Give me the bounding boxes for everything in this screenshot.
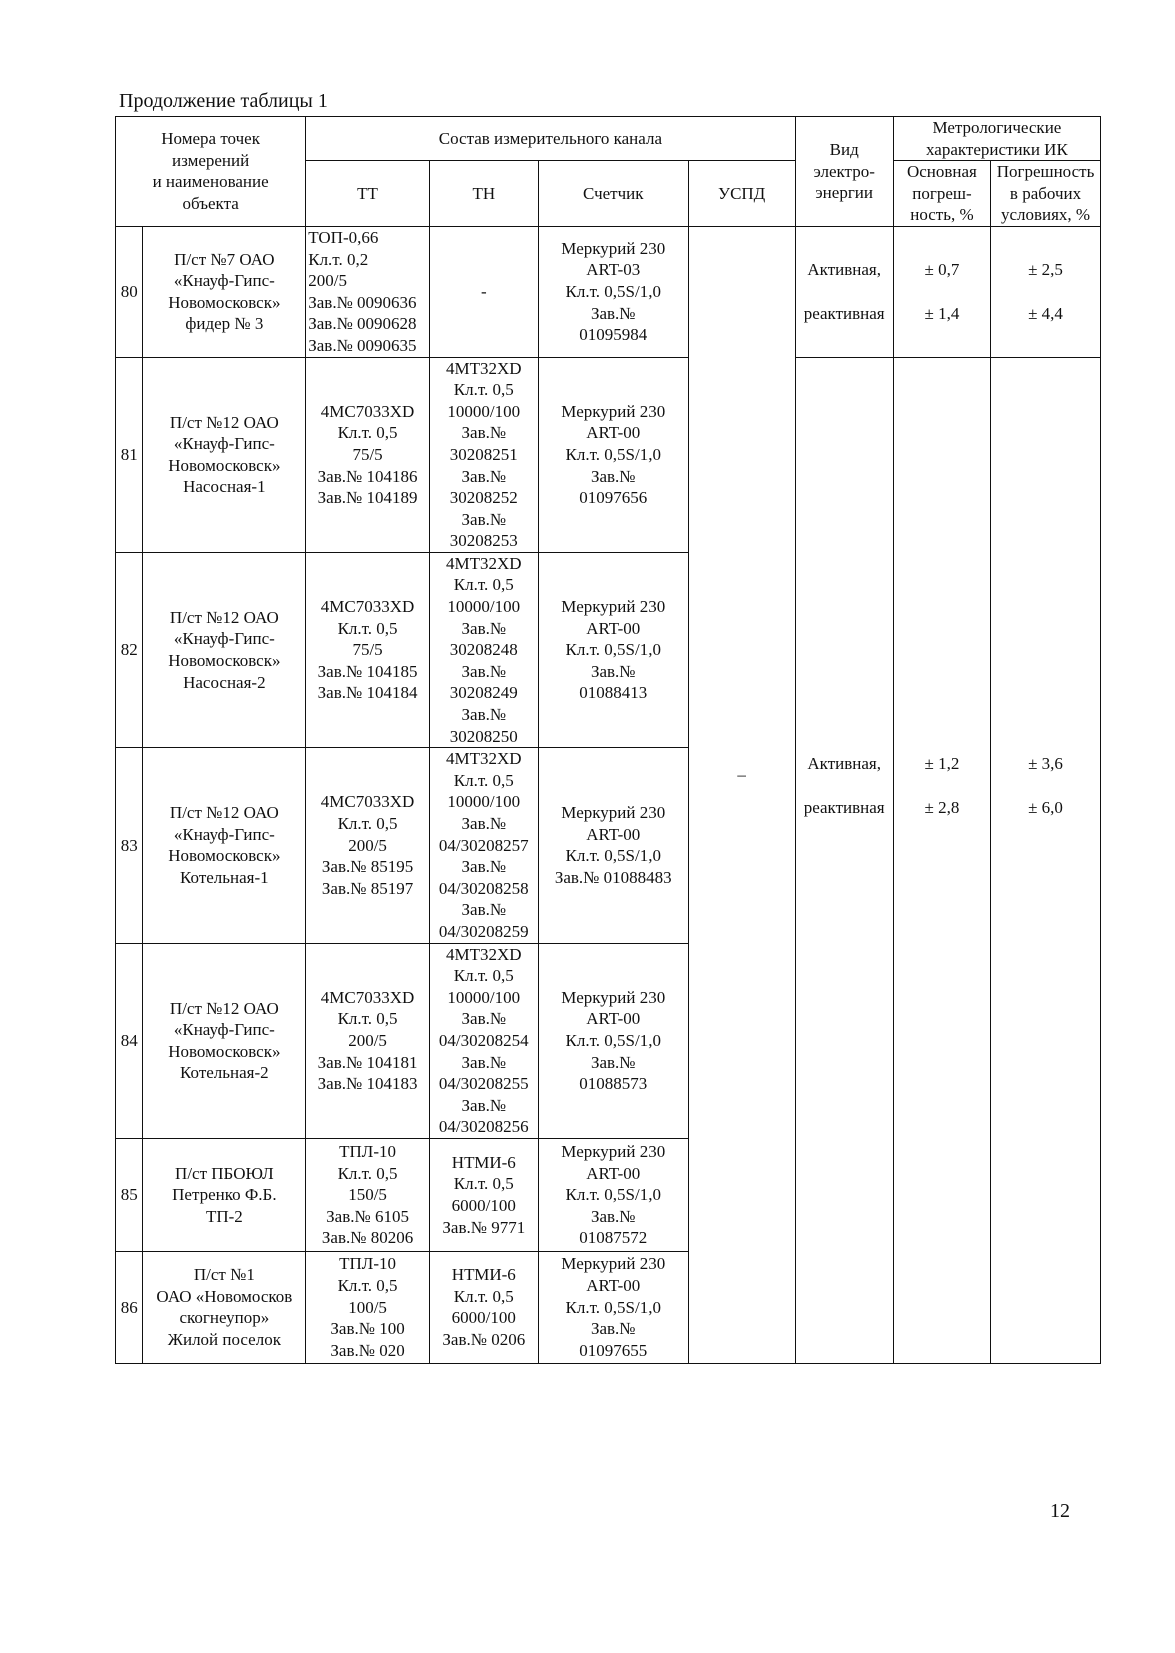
basic-error-reactive: ± 1,4 (924, 303, 960, 323)
work-error-group-1 (991, 226, 1101, 357)
table-caption: Продолжение таблицы 1 (119, 90, 328, 112)
row-object: П/ст №12 ОАО «Кнауф-Гипс- Новомосковск» Котельная-1 (143, 748, 306, 943)
energy-type-reactive: реактивная (803, 303, 885, 323)
row-meter: Меркурий 230 ART-00 Кл.т. 0,5S/1,0 Зав.№ 01088573 (538, 943, 688, 1138)
row-tn: 4МТ32XD Кл.т. 0,5 10000/100 Зав.№ 30208248 Зав.№ 30208249 Зав.№ 30208250 (429, 552, 538, 747)
row-meter: Меркурий 230 ART-00 Кл.т. 0,5S/1,0 Зав.№ 01097656 (538, 357, 688, 552)
row-object: П/ст №12 ОАО «Кнауф-Гипс- Новомосковск» Насосная-2 (143, 552, 306, 747)
energy-type-reactive: реактивная (803, 798, 885, 818)
basic-error-active: ± 1,2 (924, 754, 960, 774)
uspd-cell (688, 226, 795, 1363)
work-error-reactive: ± 4,4 (1028, 303, 1063, 323)
header-metrology: Метрологические характеристики ИК (893, 117, 1100, 161)
work-error-active: ± 2,5 (1028, 259, 1063, 279)
row-meter: Меркурий 230 ART-03 Кл.т. 0,5S/1,0 Зав.№ 01095984 (538, 226, 688, 357)
header-composition: Состав измерительного канала (306, 117, 795, 161)
header-points: Номера точек измерений и наименование объекта (116, 117, 306, 227)
row-tn: НТМИ-6 Кл.т. 0,5 6000/100 Зав.№ 0206 (429, 1251, 538, 1363)
header-tn: ТН (429, 161, 538, 227)
row-tn: 4МТ32XD Кл.т. 0,5 10000/100 Зав.№ 04/30208257 Зав.№ 04/30208258 Зав.№ 04/30208259 (429, 748, 538, 943)
measurement-table (115, 116, 1101, 1364)
row-object: П/ст №12 ОАО «Кнауф-Гипс- Новомосковск» Котельная-2 (143, 943, 306, 1138)
energy-type-group-2 (795, 357, 893, 1363)
row-tt: 4МС7033XD Кл.т. 0,5 75/5 Зав.№ 104185 Зав.№ 104184 (306, 552, 430, 747)
row-number: 80 (116, 226, 143, 357)
row-object: П/ст ПБОЮЛ Петренко Ф.Б. ТП-2 (143, 1138, 306, 1251)
basic-error-group-1 (893, 226, 990, 357)
energy-type-active: Активная, (807, 259, 881, 279)
row-tt: 4МС7033XD Кл.т. 0,5 200/5 Зав.№ 85195 Зав.№ 85197 (306, 748, 430, 943)
header-work-error: Погрешность в рабочих условиях, % (991, 161, 1101, 227)
header-uspd: УСПД (688, 161, 795, 227)
work-error-active: ± 3,6 (1028, 754, 1063, 774)
row-number: 84 (116, 943, 143, 1138)
row-meter: Меркурий 230 ART-00 Кл.т. 0,5S/1,0 Зав.№ 01088483 (538, 748, 688, 943)
header-energy-type: Вид электро- энергии (795, 117, 893, 227)
table-row (116, 226, 1101, 357)
row-number: 83 (116, 748, 143, 943)
row-number: 85 (116, 1138, 143, 1251)
row-tn: - (429, 226, 538, 357)
header-tt: ТТ (306, 161, 430, 227)
header-basic-error: Основная погреш- ность, % (893, 161, 990, 227)
row-meter: Меркурий 230 ART-00 Кл.т. 0,5S/1,0 Зав.№ 01097655 (538, 1251, 688, 1363)
header-meter: Счетчик (538, 161, 688, 227)
basic-error-active: ± 0,7 (924, 259, 960, 279)
row-tt: ТОП-0,66 Кл.т. 0,2 200/5 Зав.№ 0090636 Зав.№ 0090628 Зав.№ 0090635 (306, 226, 430, 357)
row-tn: 4МТ32XD Кл.т. 0,5 10000/100 Зав.№ 04/30208254 Зав.№ 04/30208255 Зав.№ 04/30208256 (429, 943, 538, 1138)
row-object: П/ст №7 ОАО «Кнауф-Гипс- Новомосковск» фидер № 3 (143, 226, 306, 357)
row-tn: 4МТ32XD Кл.т. 0,5 10000/100 Зав.№ 30208251 Зав.№ 30208252 Зав.№ 30208253 (429, 357, 538, 552)
row-object: П/ст №12 ОАО «Кнауф-Гипс- Новомосковск» Насосная-1 (143, 357, 306, 552)
row-meter: Меркурий 230 ART-00 Кл.т. 0,5S/1,0 Зав.№ 01088413 (538, 552, 688, 747)
row-number: 86 (116, 1251, 143, 1363)
row-number: 81 (116, 357, 143, 552)
work-error-group-2 (991, 357, 1101, 1363)
energy-type-active: Активная, (807, 754, 881, 774)
row-tt: 4МС7033XD Кл.т. 0,5 75/5 Зав.№ 104186 Зав.№ 104189 (306, 357, 430, 552)
row-tt: 4МС7033XD Кл.т. 0,5 200/5 Зав.№ 104181 Зав.№ 104183 (306, 943, 430, 1138)
row-tt: ТПЛ-10 Кл.т. 0,5 150/5 Зав.№ 6105 Зав.№ 80206 (306, 1138, 430, 1251)
energy-type-group-1 (795, 226, 893, 357)
work-error-reactive: ± 6,0 (1028, 798, 1063, 818)
uspd-value: – (737, 765, 746, 785)
basic-error-group-2 (893, 357, 990, 1363)
row-tt: ТПЛ-10 Кл.т. 0,5 100/5 Зав.№ 100 Зав.№ 020 (306, 1251, 430, 1363)
row-tn: НТМИ-6 Кл.т. 0,5 6000/100 Зав.№ 9771 (429, 1138, 538, 1251)
page-number: 12 (1050, 1500, 1070, 1522)
basic-error-reactive: ± 2,8 (924, 798, 960, 818)
row-meter: Меркурий 230 ART-00 Кл.т. 0,5S/1,0 Зав.№ 01087572 (538, 1138, 688, 1251)
row-number: 82 (116, 552, 143, 747)
row-object: П/ст №1 ОАО «Новомосков скогнеупор» Жилой поселок (143, 1251, 306, 1363)
table-row (116, 357, 1101, 552)
